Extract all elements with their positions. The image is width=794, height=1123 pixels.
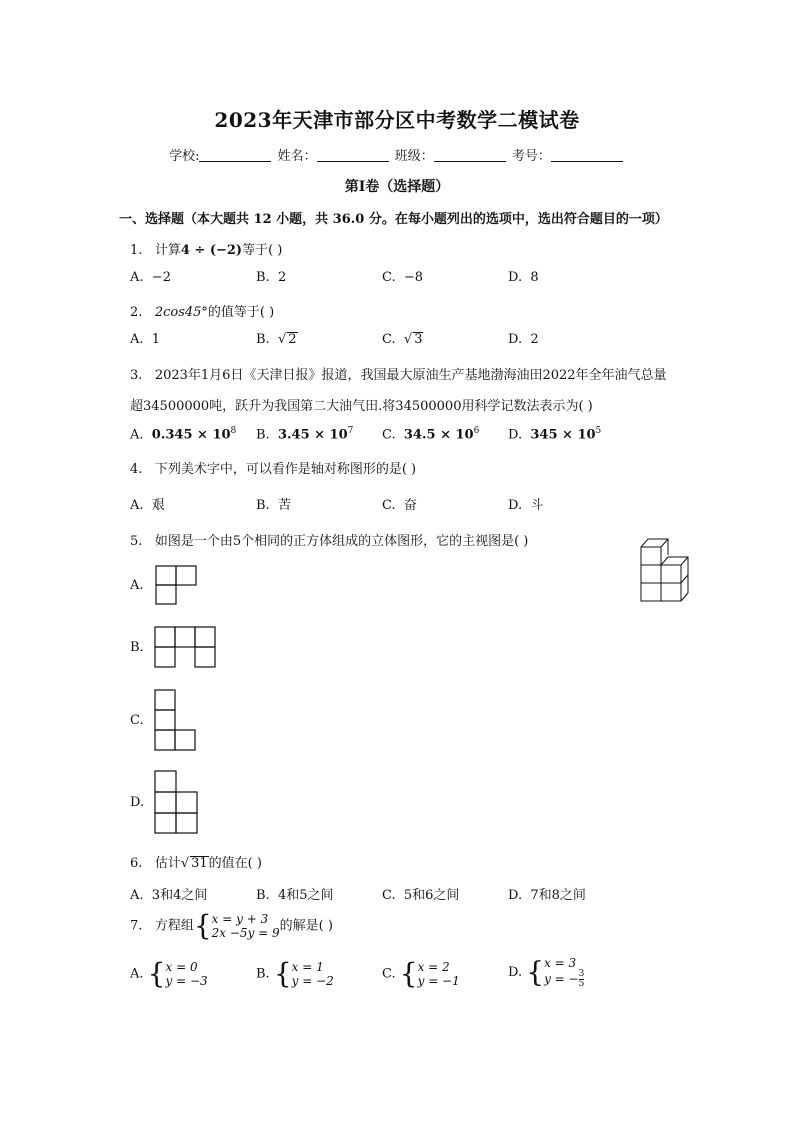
front-view-a <box>153 564 199 606</box>
info-label-school: 学校: <box>169 149 200 164</box>
question-number: 2. <box>130 305 143 320</box>
option-letter: C. <box>382 966 396 982</box>
option-letter: A. <box>130 888 144 903</box>
question-text: 的解是( ) <box>279 918 333 934</box>
number-blank[interactable] <box>551 149 623 162</box>
option-5c[interactable] <box>130 713 144 728</box>
option-exponent: 7 <box>347 426 354 436</box>
option-exponent: 6 <box>473 426 480 436</box>
option-letter: D. <box>508 888 523 903</box>
system-brace: { <box>193 909 212 942</box>
cube-stack-figure <box>638 535 694 607</box>
option-3a[interactable] <box>130 426 236 442</box>
option-7d[interactable] <box>508 956 584 989</box>
solution-system <box>418 960 460 988</box>
math-expression: 2cos45° <box>154 305 208 320</box>
info-label-name: 姓名： <box>277 149 317 164</box>
option-letter: B. <box>256 498 270 513</box>
equation-1: x = y + 3 <box>211 912 269 926</box>
option-7c[interactable] <box>382 957 460 990</box>
option-value: 2 <box>530 332 539 347</box>
question-text: 的值在( ) <box>208 856 262 871</box>
option-value: 34.5 × 10 <box>403 427 474 443</box>
question-3 <box>130 364 667 383</box>
option-letter: A. <box>130 332 144 347</box>
option-5a[interactable] <box>130 578 144 593</box>
question-2 <box>130 301 274 320</box>
option-1a[interactable] <box>130 270 171 285</box>
option-letter: C. <box>382 427 396 443</box>
option-letter: D. <box>130 795 145 810</box>
option-letter: B. <box>256 427 270 443</box>
question-number: 4. <box>130 462 143 477</box>
solution-y: y = −1 <box>417 974 460 988</box>
option-exponent: 8 <box>230 426 237 436</box>
question-number: 7. <box>130 918 143 934</box>
option-letter: C. <box>382 888 396 903</box>
solution-y: y = −3 <box>165 974 208 988</box>
option-value: 345 × 10 <box>530 427 596 443</box>
sqrt-sign: √ <box>403 332 413 347</box>
section-title: 第Ⅰ卷（选择题） <box>344 179 450 195</box>
math-expression: 31 <box>191 856 208 871</box>
system-brace: { <box>526 955 545 989</box>
option-exponent: 5 <box>595 426 602 436</box>
equation-system <box>212 912 280 940</box>
option-5b-figure[interactable] <box>153 625 219 669</box>
option-letter: A. <box>130 578 144 593</box>
option-letter: C. <box>382 270 396 285</box>
student-info-line <box>0 145 794 164</box>
option-letter: B. <box>256 966 270 982</box>
instructions: 一、选择题（本大题共 12 小题，共 36.0 分。在每小题列出的选项中，选出符合题目的一项） <box>119 212 668 227</box>
system-brace: { <box>273 957 292 990</box>
option-7a[interactable] <box>130 957 208 990</box>
option-5b[interactable] <box>130 640 144 655</box>
question-4 <box>130 458 416 477</box>
option-value: 奋 <box>403 498 417 513</box>
solution-x: x = 1 <box>291 960 324 974</box>
option-5c-figure[interactable] <box>153 688 199 752</box>
cube-stack-svg <box>638 535 694 607</box>
option-value: 2 <box>277 270 287 285</box>
option-1b[interactable] <box>256 270 286 285</box>
info-label-number: 考号： <box>511 149 551 164</box>
option-2c[interactable] <box>382 332 423 347</box>
question-7 <box>130 909 333 942</box>
solution-y: y = −2 <box>291 974 334 988</box>
question-text: 的值等于( ) <box>207 305 275 320</box>
question-6 <box>130 852 262 871</box>
option-4a[interactable] <box>130 494 165 513</box>
option-2b[interactable] <box>256 332 298 347</box>
solution-x: x = 3 <box>544 956 577 970</box>
option-6d[interactable] <box>508 884 586 903</box>
front-view-d <box>153 769 201 835</box>
option-letter: D. <box>508 270 523 285</box>
question-number: 3. <box>130 368 143 383</box>
option-value: 7和8之间 <box>530 888 586 903</box>
solution-system <box>292 960 334 988</box>
option-5a-figure[interactable] <box>153 564 199 606</box>
school-blank[interactable] <box>199 149 271 162</box>
option-letter: C. <box>382 498 396 513</box>
option-4d[interactable] <box>508 494 543 513</box>
front-view-c <box>153 688 199 752</box>
question-3-line2: 超34500000吨，跃升为我国第二大油气田.将34500000用科学记数法表示为( ) <box>130 399 593 414</box>
option-6b[interactable] <box>256 884 334 903</box>
option-letter: D. <box>508 498 523 513</box>
option-letter: A. <box>130 498 144 513</box>
option-letter: D. <box>508 332 523 347</box>
sqrt-sign: √ <box>277 332 287 347</box>
question-text: 估计 <box>154 856 181 871</box>
option-3d[interactable] <box>508 426 601 442</box>
option-5d[interactable] <box>130 795 144 810</box>
info-label-class: 班级： <box>394 149 434 164</box>
front-view-b <box>153 625 219 669</box>
option-value: 3.45 × 10 <box>277 427 348 443</box>
option-4c[interactable] <box>382 494 417 513</box>
option-2a[interactable] <box>130 332 160 347</box>
option-letter: A. <box>130 427 144 443</box>
question-5 <box>130 530 528 549</box>
fraction-numerator: 3 <box>578 969 585 979</box>
system-brace: { <box>147 957 166 990</box>
option-2d[interactable] <box>508 332 539 347</box>
option-value: 3和4之间 <box>151 888 208 903</box>
option-value: 艰 <box>151 498 165 513</box>
fraction-denominator: 5 <box>578 979 585 989</box>
name-blank[interactable] <box>317 149 389 162</box>
option-letter: B. <box>256 888 270 903</box>
option-letter: A. <box>130 270 144 285</box>
option-value: 苦 <box>277 498 291 513</box>
option-1c[interactable] <box>382 270 423 285</box>
option-5d-figure[interactable] <box>153 769 201 835</box>
option-value: 2 <box>288 332 297 347</box>
class-blank[interactable] <box>434 149 506 162</box>
question-text: 方程组 <box>154 918 194 934</box>
option-value: 5和6之间 <box>403 888 460 903</box>
question-text: 2023年1月6日《天津日报》报道，我国最大原油生产基地渤海油田2022年全年油气总量 <box>154 368 667 383</box>
option-1d[interactable] <box>508 270 539 285</box>
option-letter: A. <box>130 966 144 982</box>
question-number: 1. <box>130 243 143 258</box>
equation-2: 2x −5y = 9 <box>211 926 280 940</box>
solution-x: x = 2 <box>417 960 450 974</box>
option-3b[interactable] <box>256 426 353 442</box>
option-value: −8 <box>403 270 424 285</box>
option-letter: D. <box>508 427 523 443</box>
option-letter: B. <box>130 640 144 655</box>
option-value: 1 <box>151 332 161 347</box>
option-6a[interactable] <box>130 884 207 903</box>
sqrt-sign: √ <box>180 856 190 871</box>
question-number: 5. <box>130 534 143 549</box>
system-brace: { <box>399 957 418 990</box>
option-7b[interactable] <box>256 957 334 990</box>
option-letter: C. <box>382 332 396 347</box>
solution-x: x = 0 <box>165 960 198 974</box>
question-text: 计算 <box>154 243 181 258</box>
question-number: 6. <box>130 856 143 871</box>
option-value: 4和5之间 <box>277 888 334 903</box>
solution-system <box>544 956 584 989</box>
option-value: 斗 <box>530 498 544 513</box>
option-letter: B. <box>256 332 270 347</box>
option-value: 8 <box>530 270 539 285</box>
option-value: 3 <box>414 332 423 347</box>
question-text: 等于( ) <box>242 243 283 258</box>
option-6c[interactable] <box>382 884 459 903</box>
option-value: 0.345 × 10 <box>151 427 231 443</box>
solution-system <box>166 960 208 988</box>
option-letter: C. <box>130 713 144 728</box>
option-letter: D. <box>508 965 523 980</box>
question-text: 下列美术字中，可以看作是轴对称图形的是( ) <box>154 462 417 477</box>
solution-y: y = − <box>544 972 579 986</box>
option-value: −2 <box>151 270 171 285</box>
question-1 <box>130 239 282 258</box>
option-3c[interactable] <box>382 426 479 442</box>
question-text: 如图是一个由5个相同的正方体组成的立体图形，它的主视图是( ) <box>154 534 529 549</box>
option-4b[interactable] <box>256 494 291 513</box>
exam-title: 2023年天津市部分区中考数学二模试卷 <box>214 108 580 132</box>
option-letter: B. <box>256 270 270 285</box>
math-expression: 4 ÷ (−2) <box>180 243 243 258</box>
fraction <box>579 970 585 989</box>
